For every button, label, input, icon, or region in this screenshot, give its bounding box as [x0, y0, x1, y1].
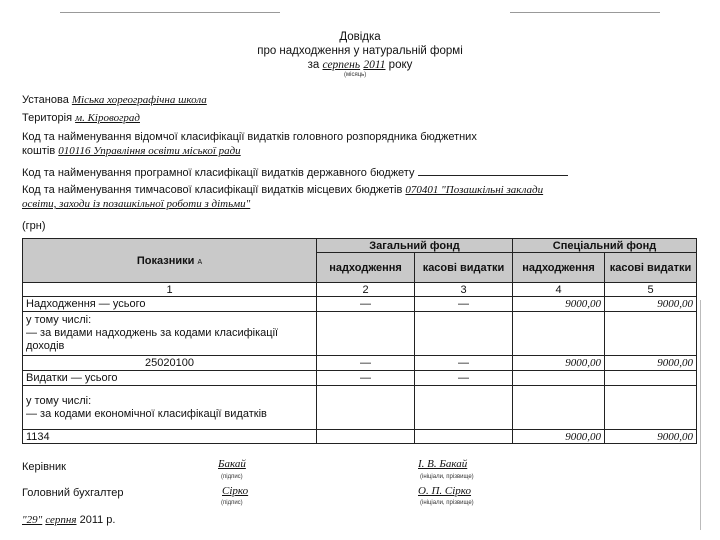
scan-right-edge	[700, 300, 701, 530]
cell-value: —	[317, 297, 415, 312]
accountant-name: О. П. Сірко	[418, 485, 472, 497]
cell-value	[415, 386, 513, 430]
header-special-fund: Спеціальний фонд	[513, 239, 697, 253]
head-signature-caption: (підпис)	[221, 474, 243, 480]
departmental-label: коштів	[22, 145, 56, 157]
cell-value: —	[415, 356, 513, 371]
header-cash-expenses: касові видатки	[605, 253, 697, 283]
cell-value: 9000,00	[605, 356, 697, 371]
accountant-signature: Сірко	[222, 485, 249, 497]
header-indicators	[23, 239, 317, 283]
column-number: 2	[317, 283, 415, 297]
temporary-label: Код та найменування тимчасової класифікації видатків місцевих бюджетів	[22, 184, 403, 196]
cell-value: —	[415, 371, 513, 386]
departmental-line-2	[22, 144, 241, 158]
column-number: 1	[23, 283, 317, 297]
cell-value: —	[317, 356, 415, 371]
header-indicators-sub: А	[197, 258, 203, 266]
head-name-caption: (ініціали, прізвище)	[420, 474, 474, 480]
header-cash-expenses: касові видатки	[415, 253, 513, 283]
cell-value	[605, 371, 697, 386]
cell-value	[415, 430, 513, 444]
header-receipts: надходження	[513, 253, 605, 283]
column-number: 5	[605, 283, 697, 297]
row-label: Видатки — усього	[23, 371, 317, 386]
row-label: 1134	[23, 430, 317, 444]
scan-top-line	[60, 12, 280, 13]
cell-value: 9000,00	[513, 356, 605, 371]
header-general-fund: Загальний фонд	[317, 239, 513, 253]
cell-value	[605, 312, 697, 356]
cell-value: 9000,00	[513, 430, 605, 444]
head-label: Керівник	[22, 461, 66, 473]
document-period	[0, 58, 720, 72]
table-row	[23, 371, 697, 386]
header-receipts: надходження	[317, 253, 415, 283]
cell-value	[513, 371, 605, 386]
signing-date	[22, 514, 115, 526]
program-blank	[418, 165, 568, 176]
period-year: 2011	[363, 59, 386, 71]
cell-value	[415, 312, 513, 356]
cell-value	[513, 386, 605, 430]
territory-line	[22, 111, 140, 125]
departmental-value: 010116 Управління освіти міської ради	[58, 145, 241, 157]
date-year: 2011 р.	[79, 514, 116, 526]
column-number: 3	[415, 283, 513, 297]
column-number: 4	[513, 283, 605, 297]
period-caption: (місяць)	[344, 72, 367, 78]
document-title: Довідка	[339, 31, 381, 43]
cell-value	[317, 312, 415, 356]
institution-label: Установа	[22, 94, 69, 106]
accountant-label: Головний бухгалтер	[22, 487, 124, 499]
date-day: "29"	[22, 514, 43, 526]
scan-top-line	[510, 12, 660, 13]
territory-value: м. Кіровоград	[75, 112, 140, 124]
unit-label: (грн)	[22, 220, 46, 232]
document-subtitle: про надходження у натуральній формі	[257, 45, 463, 57]
cell-value	[317, 386, 415, 430]
row-label: у тому числі: — за кодами економічної класифікації видатків	[23, 386, 317, 430]
head-name: І. В. Бакай	[418, 458, 468, 470]
period-month: серпень	[322, 59, 361, 71]
cell-value: 9000,00	[605, 430, 697, 444]
program-line	[22, 165, 568, 180]
cell-value	[605, 386, 697, 430]
temporary-line-2	[22, 197, 250, 211]
temporary-value-1: 070401 "Позашкільні заклади	[405, 184, 544, 196]
temporary-value-2: освіти, заходи із позашкільної роботи з дітьми"	[22, 198, 251, 210]
table-row	[23, 356, 697, 371]
table-row	[23, 430, 697, 444]
territory-label: Територія	[22, 112, 73, 124]
institution-value: Міська хореографічна школа	[71, 94, 207, 106]
cell-value	[513, 312, 605, 356]
temporary-line-1	[22, 183, 543, 197]
row-label: Надходження — усього	[23, 297, 317, 312]
accountant-signature-caption: (підпис)	[221, 500, 243, 506]
departmental-line-1: Код та найменування відомчої класифікації видатків головного розпорядника бюджетних	[22, 131, 477, 143]
table-row	[23, 297, 697, 312]
date-month: серпня	[45, 514, 77, 526]
accountant-name-caption: (ініціали, прізвище)	[420, 500, 474, 506]
program-label: Код та найменування програмної класифікації видатків державного бюджету	[22, 167, 415, 179]
row-label: у тому числі: — за видами надходжень за кодами класифікації доходів	[23, 312, 317, 356]
table-row	[23, 386, 697, 430]
period-suffix: року	[388, 59, 413, 71]
head-signature: Бакай	[218, 458, 246, 470]
table-row	[23, 312, 697, 356]
header-indicators-label: Показники	[136, 254, 195, 267]
cell-value	[317, 430, 415, 444]
receipts-table	[22, 238, 697, 444]
cell-value: 9000,00	[605, 297, 697, 312]
cell-value: 9000,00	[513, 297, 605, 312]
cell-value: —	[317, 371, 415, 386]
cell-value: —	[415, 297, 513, 312]
institution-line	[22, 93, 207, 107]
period-prefix: за	[307, 59, 320, 71]
row-label: 25020100	[23, 356, 317, 371]
